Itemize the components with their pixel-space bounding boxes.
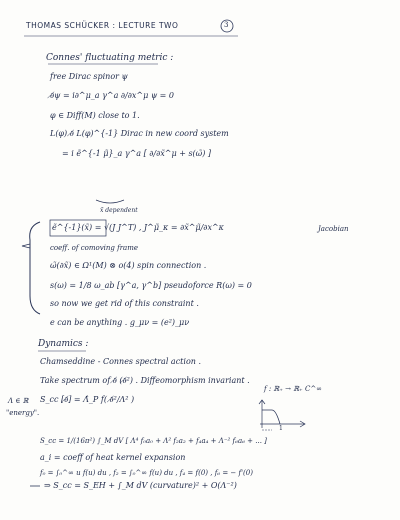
line-free-dirac: free Dirac spinor ψ — [50, 72, 128, 81]
left-brace-tip — [22, 244, 30, 248]
equation-einstein-hilbert: ⇒ S_cc = S_EH + ∫_M dV (curvature)² + O(Λ⁻²) — [44, 481, 237, 490]
line-constraint: so now we get rid of this constraint . — [50, 299, 199, 308]
line-metric-e: e can be anything . g_μν = (e²)_μν — [50, 318, 190, 327]
note-energy: "energy". — [6, 409, 40, 417]
heading-connes-metric: Connes' fluctuating metric : — [46, 53, 174, 63]
equation-dirac: ∂̸ψ = i∂^μ_a γ^a ∂/∂x^μ ψ = 0 — [50, 91, 174, 100]
lecture-header: THOMAS SCHÜCKER : LECTURE TWO — [26, 21, 179, 30]
equation-new-coords: = i ẽ^{-1 μ̃}_a γ^a [ ∂/∂x̃^μ + s(ω̃) ] — [62, 149, 211, 158]
left-brace — [30, 222, 40, 314]
graph-cutoff-curve — [262, 410, 280, 424]
equation-sqrt-jacobian: ẽ^{-1}(x̃) = √(J J^T) , J^μ̃_κ = ∂x̃^μ̃/∂x^κ — [52, 223, 224, 232]
label-f-map: f : ℝ₊ → ℝ₊ C^∞ — [264, 385, 323, 393]
label-jacobian: Jacobian — [318, 225, 349, 233]
line-comoving-frame: coeff. of comoving frame — [50, 244, 139, 252]
line-diffeo: φ ∈ Diff(M) close to 1. — [50, 111, 140, 120]
line-spin-connection: ω̃(∂x̃) ∈ Ω¹(M) ⊗ o(4) spin connection . — [50, 261, 207, 270]
page-number: 3 — [224, 21, 229, 29]
line-conjugated-dirac: L(φ) ∂̸ L(φ)^{-1} Dirac in new coord system — [50, 129, 229, 138]
note-lambda-real: Λ ∈ ℝ — [8, 397, 29, 405]
equation-heat-kernel-expansion: S_cc = 1/(16π²) ∫_M dV [ Λ⁴ f₀a₀ + Λ² f₂a₂ + f₄a₄ + Λ⁻² f₆a₆ + ... ] — [40, 437, 267, 445]
note-x-dependent: x̃ dependent — [100, 207, 138, 214]
equation-moments: f₀ = ∫₀^∞ u f(u) du , f₂ = ∫₀^∞ f(u) du , f₄ = f(0) , f₆ = − f'(0) — [40, 469, 253, 477]
line-spectrum: Take spectrum of ∂̸ (∂̸²) . Diffeomorphism invariant . — [40, 376, 250, 385]
line-pseudoforce: s(ω) = 1/8 ω_ab [γ^a, γ^b] pseudoforce R(ω) = 0 — [50, 281, 252, 290]
equation-spectral-action: S_cc [∂̸] = Λ̂_P f( ∂̸²/Λ² ) — [40, 395, 135, 404]
brace-under-e-inverse — [96, 200, 124, 203]
line-spectral-action: Chamseddine - Connes spectral action . — [40, 357, 201, 366]
heading-dynamics: Dynamics : — [38, 339, 89, 349]
graph-mark-label: 1 — [279, 425, 283, 432]
line-heat-kernel-coeff: a_i = coeff of heat kernel expansion — [40, 453, 186, 462]
